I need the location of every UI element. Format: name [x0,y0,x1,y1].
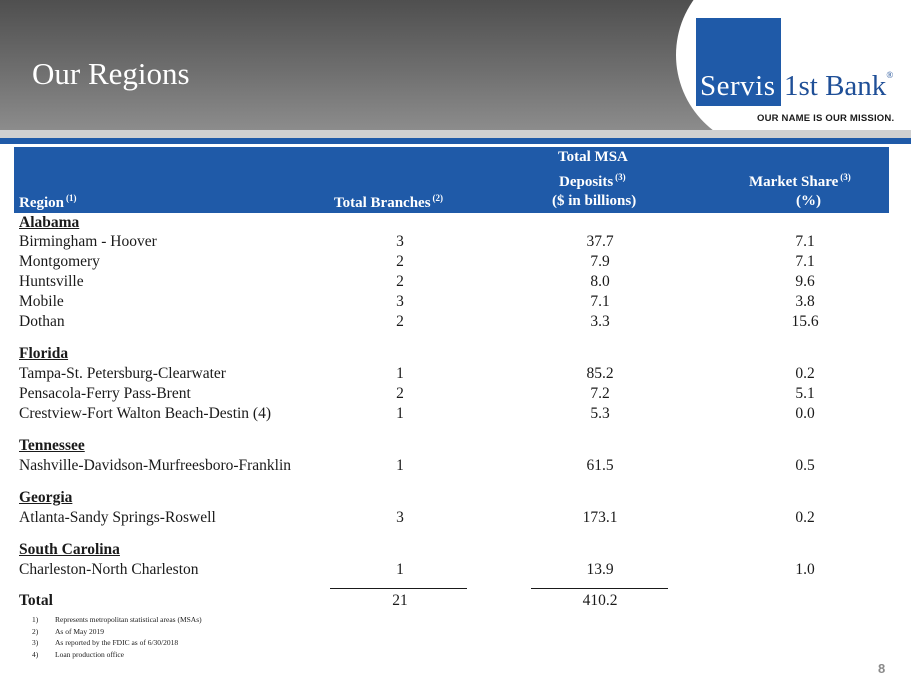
header-region: Region $^{(1)}$ [19,193,77,211]
deposits-value: 7.1 [590,293,610,310]
deposits-value: 85.2 [586,365,614,382]
header-deposits-line3: ($ in billions) [552,193,637,209]
share-value: 0.0 [795,405,815,422]
share-value: 5.1 [795,385,815,402]
deposits-value: 61.5 [586,457,614,474]
branches-value: 2 [396,313,404,330]
header-branches: Total Branches $^{(2)}$ [334,193,444,211]
region-name: Birmingham - Hoover [19,233,157,250]
header-deposits-line2: Deposits $^{(3)}$ [559,172,626,190]
footnote: 1) Represents metropolitan statistical areas (MSAs) [32,615,202,624]
footnotes [32,614,202,660]
share-value: 9.6 [795,273,815,290]
logo-tagline: OUR NAME IS OUR MISSION. [757,113,895,124]
region-name: Pensacola-Ferry Pass-Brent [19,385,191,402]
branches-value: 1 [396,561,404,578]
branches-value: 1 [396,365,404,382]
share-value: 0.2 [795,365,815,382]
deposits-value: 5.3 [590,405,610,422]
branches-value: 2 [396,253,404,270]
branches-value: 2 [396,273,404,290]
region-name: Nashville-Davidson-Murfreesboro-Franklin [19,457,292,474]
logo-bank-name: 1st Bank [784,70,887,102]
logo-bank-text [784,70,893,103]
logo-registered-mark: ® [886,70,894,80]
footnote: 2) As of May 2019 [32,626,104,636]
deposits-value: 8.0 [590,273,610,290]
region-name: Dothan [19,313,65,330]
branches-value: 2 [396,385,404,402]
branches-value: 3 [396,293,404,310]
total-branches-value: 21 [392,592,408,609]
state-heading-tennessee: Tennessee [19,437,85,454]
deposits-value: 7.2 [590,385,610,402]
header-deposits-line1: Total MSA [558,149,628,165]
total-label: Total [19,592,53,609]
deposits-value: 173.1 [582,509,618,526]
page-number: 8 [878,661,886,676]
deposits-total-rule [531,588,668,589]
share-value: 15.6 [791,313,819,330]
state-heading-alabama: Alabama [19,214,80,231]
header-stripe-blue [0,138,911,144]
share-value: 0.2 [795,509,815,526]
deposits-value: 3.3 [590,313,610,330]
header-share-line2: (%) [796,193,821,209]
state-heading-florida: Florida [19,345,69,362]
footnote: 4) Loan production office [32,649,125,659]
total-deposits-value: 410.2 [582,592,618,609]
branches-value: 1 [396,457,404,474]
share-value: 1.0 [795,561,815,578]
logo-servis-text: Servis [700,70,776,102]
share-value: 7.1 [795,253,815,270]
page-title: Our Regions [32,56,190,91]
branches-value: 1 [396,405,404,422]
state-heading-georgia: Georgia [19,489,73,506]
region-name: Charleston-North Charleston [19,561,199,578]
deposits-value: 37.7 [586,233,614,250]
share-value: 0.5 [795,457,815,474]
deposits-value: 13.9 [586,561,614,578]
region-name: Crestview-Fort Walton Beach-Destin (4) [19,405,272,422]
share-value: 7.1 [795,233,815,250]
share-value: 3.8 [795,293,815,310]
region-name: Montgomery [19,253,100,270]
state-heading-south-carolina: South Carolina [19,541,120,558]
branches-value: 3 [396,233,404,250]
deposits-value: 7.9 [590,253,610,270]
region-name: Atlanta-Sandy Springs-Roswell [19,509,216,526]
branches-value: 3 [396,509,404,526]
region-name: Tampa-St. Petersburg-Clearwater [19,365,226,382]
branches-total-rule [330,588,467,589]
region-name: Mobile [19,293,64,310]
header-stripe-grey [0,130,911,138]
header-share-line1: Market Share $^{(3)}$ [749,172,851,190]
region-name: Huntsville [19,273,84,290]
footnote: 3) As reported by the FDIC as of 6/30/2018 [32,638,179,647]
table-header [14,147,889,213]
